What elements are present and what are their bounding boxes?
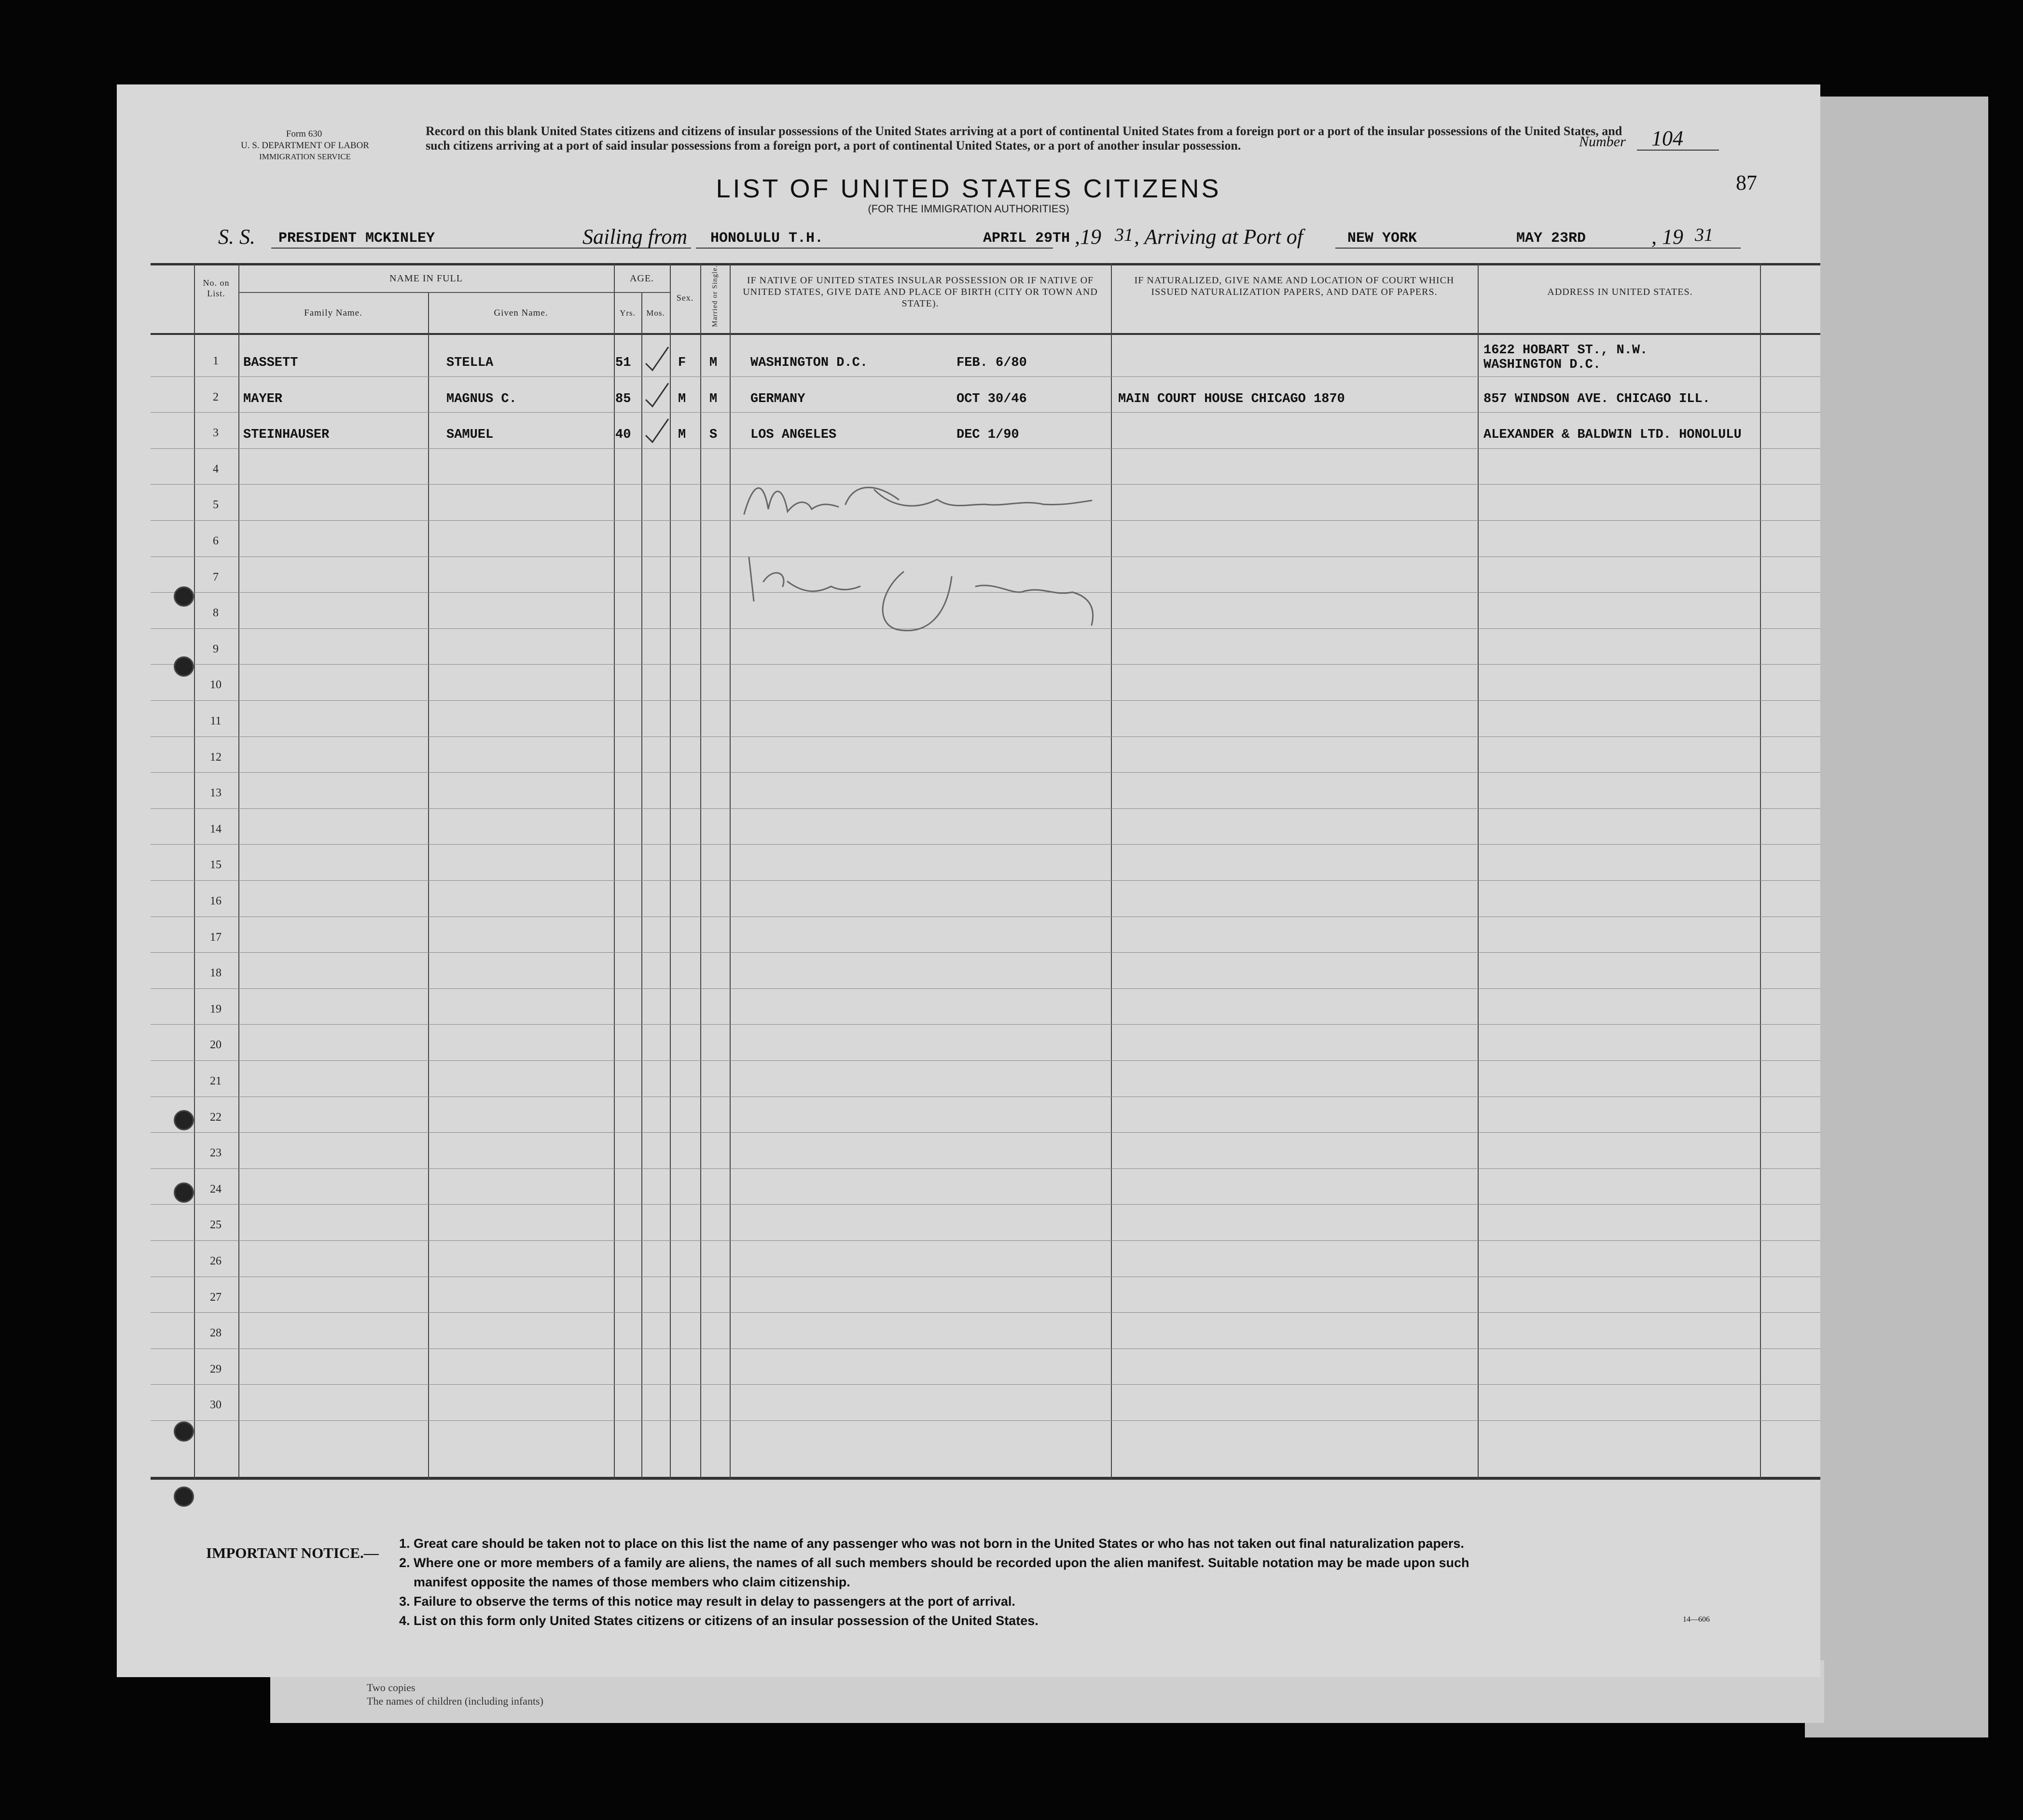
- row-number: 28: [210, 1327, 222, 1340]
- notice-item-2b: manifest opposite the names of those members who claim citizenship.: [414, 1575, 850, 1589]
- col-divider-age: [614, 263, 615, 1479]
- notice-heading: IMPORTANT NOTICE.—: [206, 1544, 379, 1561]
- row-number: 26: [210, 1255, 222, 1267]
- row-line: [151, 448, 1820, 449]
- birthplace-cell: WASHINGTON D.C.: [750, 356, 868, 370]
- row-number: 3: [213, 427, 219, 440]
- row-line: [151, 844, 1820, 845]
- header-married-single: Married or Single.: [711, 265, 719, 327]
- lower-sheet-text-1: Two copies: [367, 1681, 416, 1694]
- year-prefix-text: 19: [1080, 225, 1101, 249]
- row-number: 13: [210, 787, 222, 800]
- col-divider-address: [1478, 263, 1479, 1479]
- sailing-year-prefix: ,19: [1075, 225, 1101, 249]
- number-label: Number: [1579, 134, 1626, 150]
- row-number: 20: [210, 1039, 222, 1052]
- row-line: [151, 808, 1820, 809]
- notice-code: 14—606: [1683, 1615, 1710, 1624]
- row-line: [151, 880, 1820, 881]
- row-line: [151, 412, 1820, 413]
- header-name-in-full: NAME IN FULL: [389, 273, 463, 284]
- row-line: [151, 1168, 1820, 1169]
- row-line: [151, 952, 1820, 953]
- age-cell: 51: [615, 356, 631, 370]
- row-line: [151, 1312, 1820, 1313]
- table-top-border: [151, 263, 1820, 265]
- row-number: 27: [210, 1291, 222, 1304]
- family-name-cell: STEINHAUSER: [243, 428, 330, 443]
- row-number: 17: [210, 931, 222, 944]
- row-number: 23: [210, 1147, 222, 1160]
- row-line: [151, 376, 1820, 377]
- row-number: 30: [210, 1399, 222, 1412]
- check-mark-icon: [642, 381, 671, 410]
- row-number: 6: [213, 535, 219, 547]
- handwritten-annotation: [734, 471, 1289, 673]
- row-number: 5: [213, 499, 219, 512]
- header-sex: Sex.: [676, 293, 694, 303]
- col-divider-married: [700, 263, 701, 1479]
- binder-hole-6: [174, 1487, 194, 1507]
- notice-item-3: 3. Failure to observe the terms of this notice may result in delay to passengers at the port of arrival.: [399, 1594, 1015, 1609]
- row-line: [151, 772, 1820, 773]
- col-divider-given: [428, 292, 429, 1479]
- given-name-cell: SAMUEL: [446, 428, 494, 443]
- header-address: ADDRESS IN UNITED STATES.: [1547, 287, 1693, 297]
- col-divider-naturalized: [1111, 263, 1112, 1479]
- row-line: [151, 1204, 1820, 1205]
- header-naturalized: IF NATURALIZED, GIVE NAME AND LOCATION OF COURT WHICH ISSUED NATURALIZATION PAPERS, AND DATE OF PAPERS.: [1134, 275, 1455, 297]
- row-line: [151, 988, 1820, 989]
- binder-hole-1: [174, 586, 194, 607]
- family-name-cell: BASSETT: [243, 356, 298, 370]
- age-subheader-line: [614, 292, 670, 293]
- page-number: 87: [1736, 171, 1757, 195]
- arriving-year: 31: [1695, 225, 1713, 245]
- row-number: 10: [210, 679, 222, 692]
- page-subtitle: (FOR THE IMMIGRATION AUTHORITIES): [868, 203, 1069, 215]
- address-line-2-cell: WASHINGTON D.C.: [1483, 358, 1601, 372]
- table-bottom-border: [151, 1477, 1820, 1480]
- check-mark-icon: [642, 345, 671, 374]
- row-line: [151, 1060, 1820, 1061]
- binder-hole-5: [174, 1421, 194, 1442]
- row-line: [151, 1384, 1820, 1385]
- sailing-label: Sailing from: [582, 225, 688, 249]
- birthplace-cell: GERMANY: [750, 391, 805, 406]
- birthplace-cell: LOS ANGELES: [750, 428, 837, 443]
- row-line: [151, 1240, 1820, 1241]
- sailing-underline: [696, 248, 1053, 249]
- header-mos: Mos.: [646, 308, 665, 318]
- marital-status-cell: M: [709, 391, 718, 406]
- row-line: [151, 1132, 1820, 1133]
- row-number: 8: [213, 607, 219, 620]
- sex-cell: M: [678, 391, 686, 406]
- header-native: IF NATIVE OF UNITED STATES INSULAR POSSESSION OR IF NATIVE OF UNITED STATES, GIVE DATE AND PLACE OF BIRTH (CITY OR TOWN AND STATE).: [743, 275, 1098, 309]
- sailing-from: HONOLULU T.H.: [710, 230, 824, 247]
- row-number: 1: [213, 355, 219, 367]
- arriving-year-prefix-text: 19: [1662, 225, 1683, 249]
- check-mark-icon: [642, 417, 671, 446]
- binder-hole-4: [174, 1182, 194, 1203]
- arriving-year-prefix: , 19: [1651, 225, 1683, 249]
- arriving-label-text: Arriving at Port of: [1144, 225, 1303, 249]
- header-yrs: Yrs.: [620, 308, 636, 318]
- row-number: 18: [210, 967, 222, 980]
- given-name-cell: STELLA: [446, 356, 494, 370]
- notice-item-4: 4. List on this form only United States citizens or citizens of an insular possession of the United States.: [399, 1613, 1039, 1628]
- arriving-port: NEW YORK: [1347, 230, 1417, 247]
- col-divider-mos: [641, 292, 642, 1479]
- col-divider-right: [1760, 263, 1761, 1479]
- notice-item-2: 2. Where one or more members of a family are aliens, the names of all such members should be recorded upon the alien manifest. Suitable notation may be made upon such: [399, 1556, 1469, 1570]
- sailing-date: APRIL 29TH: [983, 230, 1070, 247]
- sex-cell: M: [678, 428, 686, 443]
- row-number: 15: [210, 859, 222, 872]
- form-number: Form 630: [286, 129, 322, 139]
- age-cell: 85: [615, 391, 631, 406]
- row-number: 9: [213, 642, 219, 655]
- manifest-page: [117, 84, 1820, 1677]
- row-line: [151, 1024, 1820, 1025]
- arriving-label: , Arriving at Port of: [1134, 225, 1303, 249]
- sex-cell: F: [678, 356, 686, 370]
- number-value: 104: [1651, 126, 1683, 150]
- address-cell: 1622 HOBART ST., N.W.: [1483, 343, 1648, 358]
- row-number: 7: [213, 570, 219, 584]
- underlying-page-right: [1805, 97, 1988, 1737]
- birthdate-cell: DEC 1/90: [956, 428, 1019, 443]
- lower-sheet-text-2: The names of children (including infants): [367, 1695, 543, 1707]
- address-cell: 857 WINDSON AVE. CHICAGO ILL.: [1483, 391, 1710, 406]
- row-number: 14: [210, 822, 222, 835]
- family-name-cell: MAYER: [243, 391, 283, 406]
- row-number: 2: [213, 390, 219, 403]
- marital-status-cell: S: [709, 428, 718, 443]
- row-number: 22: [210, 1111, 222, 1124]
- row-number: 12: [210, 750, 222, 764]
- page-title: LIST OF UNITED STATES CITIZENS: [716, 174, 1221, 203]
- binder-hole-3: [174, 1110, 194, 1130]
- naturalization-cell: MAIN COURT HOUSE CHICAGO 1870: [1118, 391, 1345, 406]
- header-family-name: Family Name.: [304, 308, 362, 318]
- header-bottom-border: [151, 333, 1820, 335]
- ss-label: S. S.: [218, 225, 255, 249]
- row-number: 16: [210, 895, 222, 907]
- ship-name: PRESIDENT MCKINLEY: [278, 230, 435, 247]
- sailing-year: 31: [1115, 225, 1133, 245]
- marital-status-cell: M: [709, 356, 718, 370]
- row-line: [151, 1348, 1820, 1349]
- form-service: IMMIGRATION SERVICE: [259, 152, 351, 161]
- row-number: 11: [210, 715, 222, 727]
- header-age: AGE.: [629, 273, 654, 284]
- row-line: [151, 736, 1820, 737]
- row-number: 24: [210, 1182, 222, 1195]
- row-line: [151, 700, 1820, 701]
- name-subheader-line: [238, 292, 614, 293]
- col-divider-no: [194, 263, 195, 1479]
- instructions-text: Record on this blank United States citizens and citizens of insular possessions of the United States arriving at a port of continental United States from a foreign port or a port of the insular possessions of the United States, and such citizens arriving at a port of said insular possessions from a foreign port, a port of continental United States, or a port of another insular possession.: [426, 124, 1622, 153]
- age-cell: 40: [615, 428, 631, 443]
- header-given-name: Given Name.: [494, 308, 548, 318]
- notice-item-1: 1. Great care should be taken not to place on this list the name of any passenger who was not born in the United States or who has not taken out final naturalization papers.: [399, 1536, 1464, 1551]
- header-no-on-list: No. on List.: [203, 278, 230, 298]
- given-name-cell: MAGNUS C.: [446, 391, 517, 406]
- col-divider-native: [730, 263, 731, 1479]
- form-department: U. S. DEPARTMENT OF LABOR: [241, 140, 369, 151]
- address-cell: ALEXANDER & BALDWIN LTD. HONOLULU: [1483, 428, 1742, 443]
- row-number: 29: [210, 1362, 222, 1375]
- binder-hole-2: [174, 656, 194, 677]
- row-line: [151, 1420, 1820, 1421]
- birthdate-cell: OCT 30/46: [956, 391, 1027, 406]
- number-underline: [1637, 150, 1719, 151]
- col-divider-family: [238, 263, 239, 1479]
- arriving-date: MAY 23RD: [1516, 230, 1586, 247]
- row-number: 4: [213, 462, 219, 475]
- row-number: 21: [210, 1075, 222, 1087]
- row-number: 19: [210, 1002, 222, 1015]
- birthdate-cell: FEB. 6/80: [956, 356, 1027, 370]
- row-number: 25: [210, 1219, 222, 1232]
